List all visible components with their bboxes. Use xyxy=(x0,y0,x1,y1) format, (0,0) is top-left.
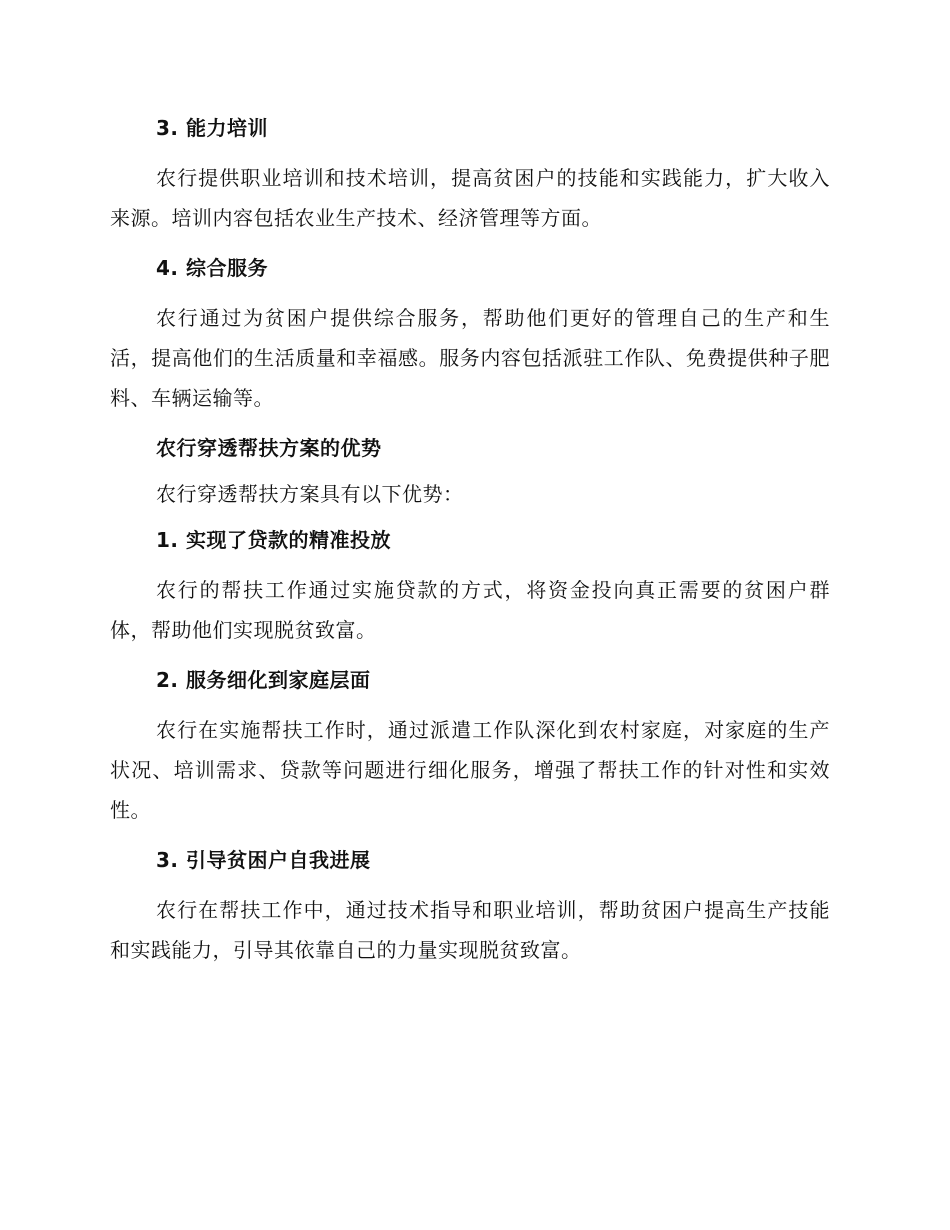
paragraph-self-development: 农行在帮扶工作中，通过技术指导和职业培训，帮助贫困户提高生产技能和实践能力，引导其依靠自己的力量实现脱贫致富。 xyxy=(110,898,830,962)
paragraph-advantages-intro: 农行穿透帮扶方案具有以下优势： xyxy=(156,482,464,506)
paragraph-comprehensive-services: 农行通过为贫困户提供综合服务，帮助他们更好的管理自己的生产和生活，提高他们的生活质量和幸福感。服务内容包括派驻工作队、免费提供种子肥料、车辆运输等。 xyxy=(110,306,830,410)
section-heading-self-development: 3. 引导贫困户自我进展 xyxy=(156,848,371,872)
section-heading-comprehensive-services: 4. 综合服务 xyxy=(156,256,268,280)
paragraph-household-services: 农行在实施帮扶工作时，通过派遣工作队深化到农村家庭，对家庭的生产状况、培训需求、贷款等问题进行细化服务，增强了帮扶工作的针对性和实效性。 xyxy=(110,718,830,822)
section-heading-capability-training: 3. 能力培训 xyxy=(156,116,268,140)
section-heading-household-services: 2. 服务细化到家庭层面 xyxy=(156,668,371,692)
section-heading-advantages: 农行穿透帮扶方案的优势 xyxy=(156,436,382,460)
document-body xyxy=(110,112,830,984)
section-heading-precise-loans: 1. 实现了贷款的精准投放 xyxy=(156,528,391,552)
paragraph-precise-loans: 农行的帮扶工作通过实施贷款的方式，将资金投向真正需要的贫困户群体，帮助他们实现脱贫致富。 xyxy=(110,578,830,642)
paragraph-capability-training: 农行提供职业培训和技术培训，提高贫困户的技能和实践能力，扩大收入来源。培训内容包括农业生产技术、经济管理等方面。 xyxy=(110,166,830,230)
